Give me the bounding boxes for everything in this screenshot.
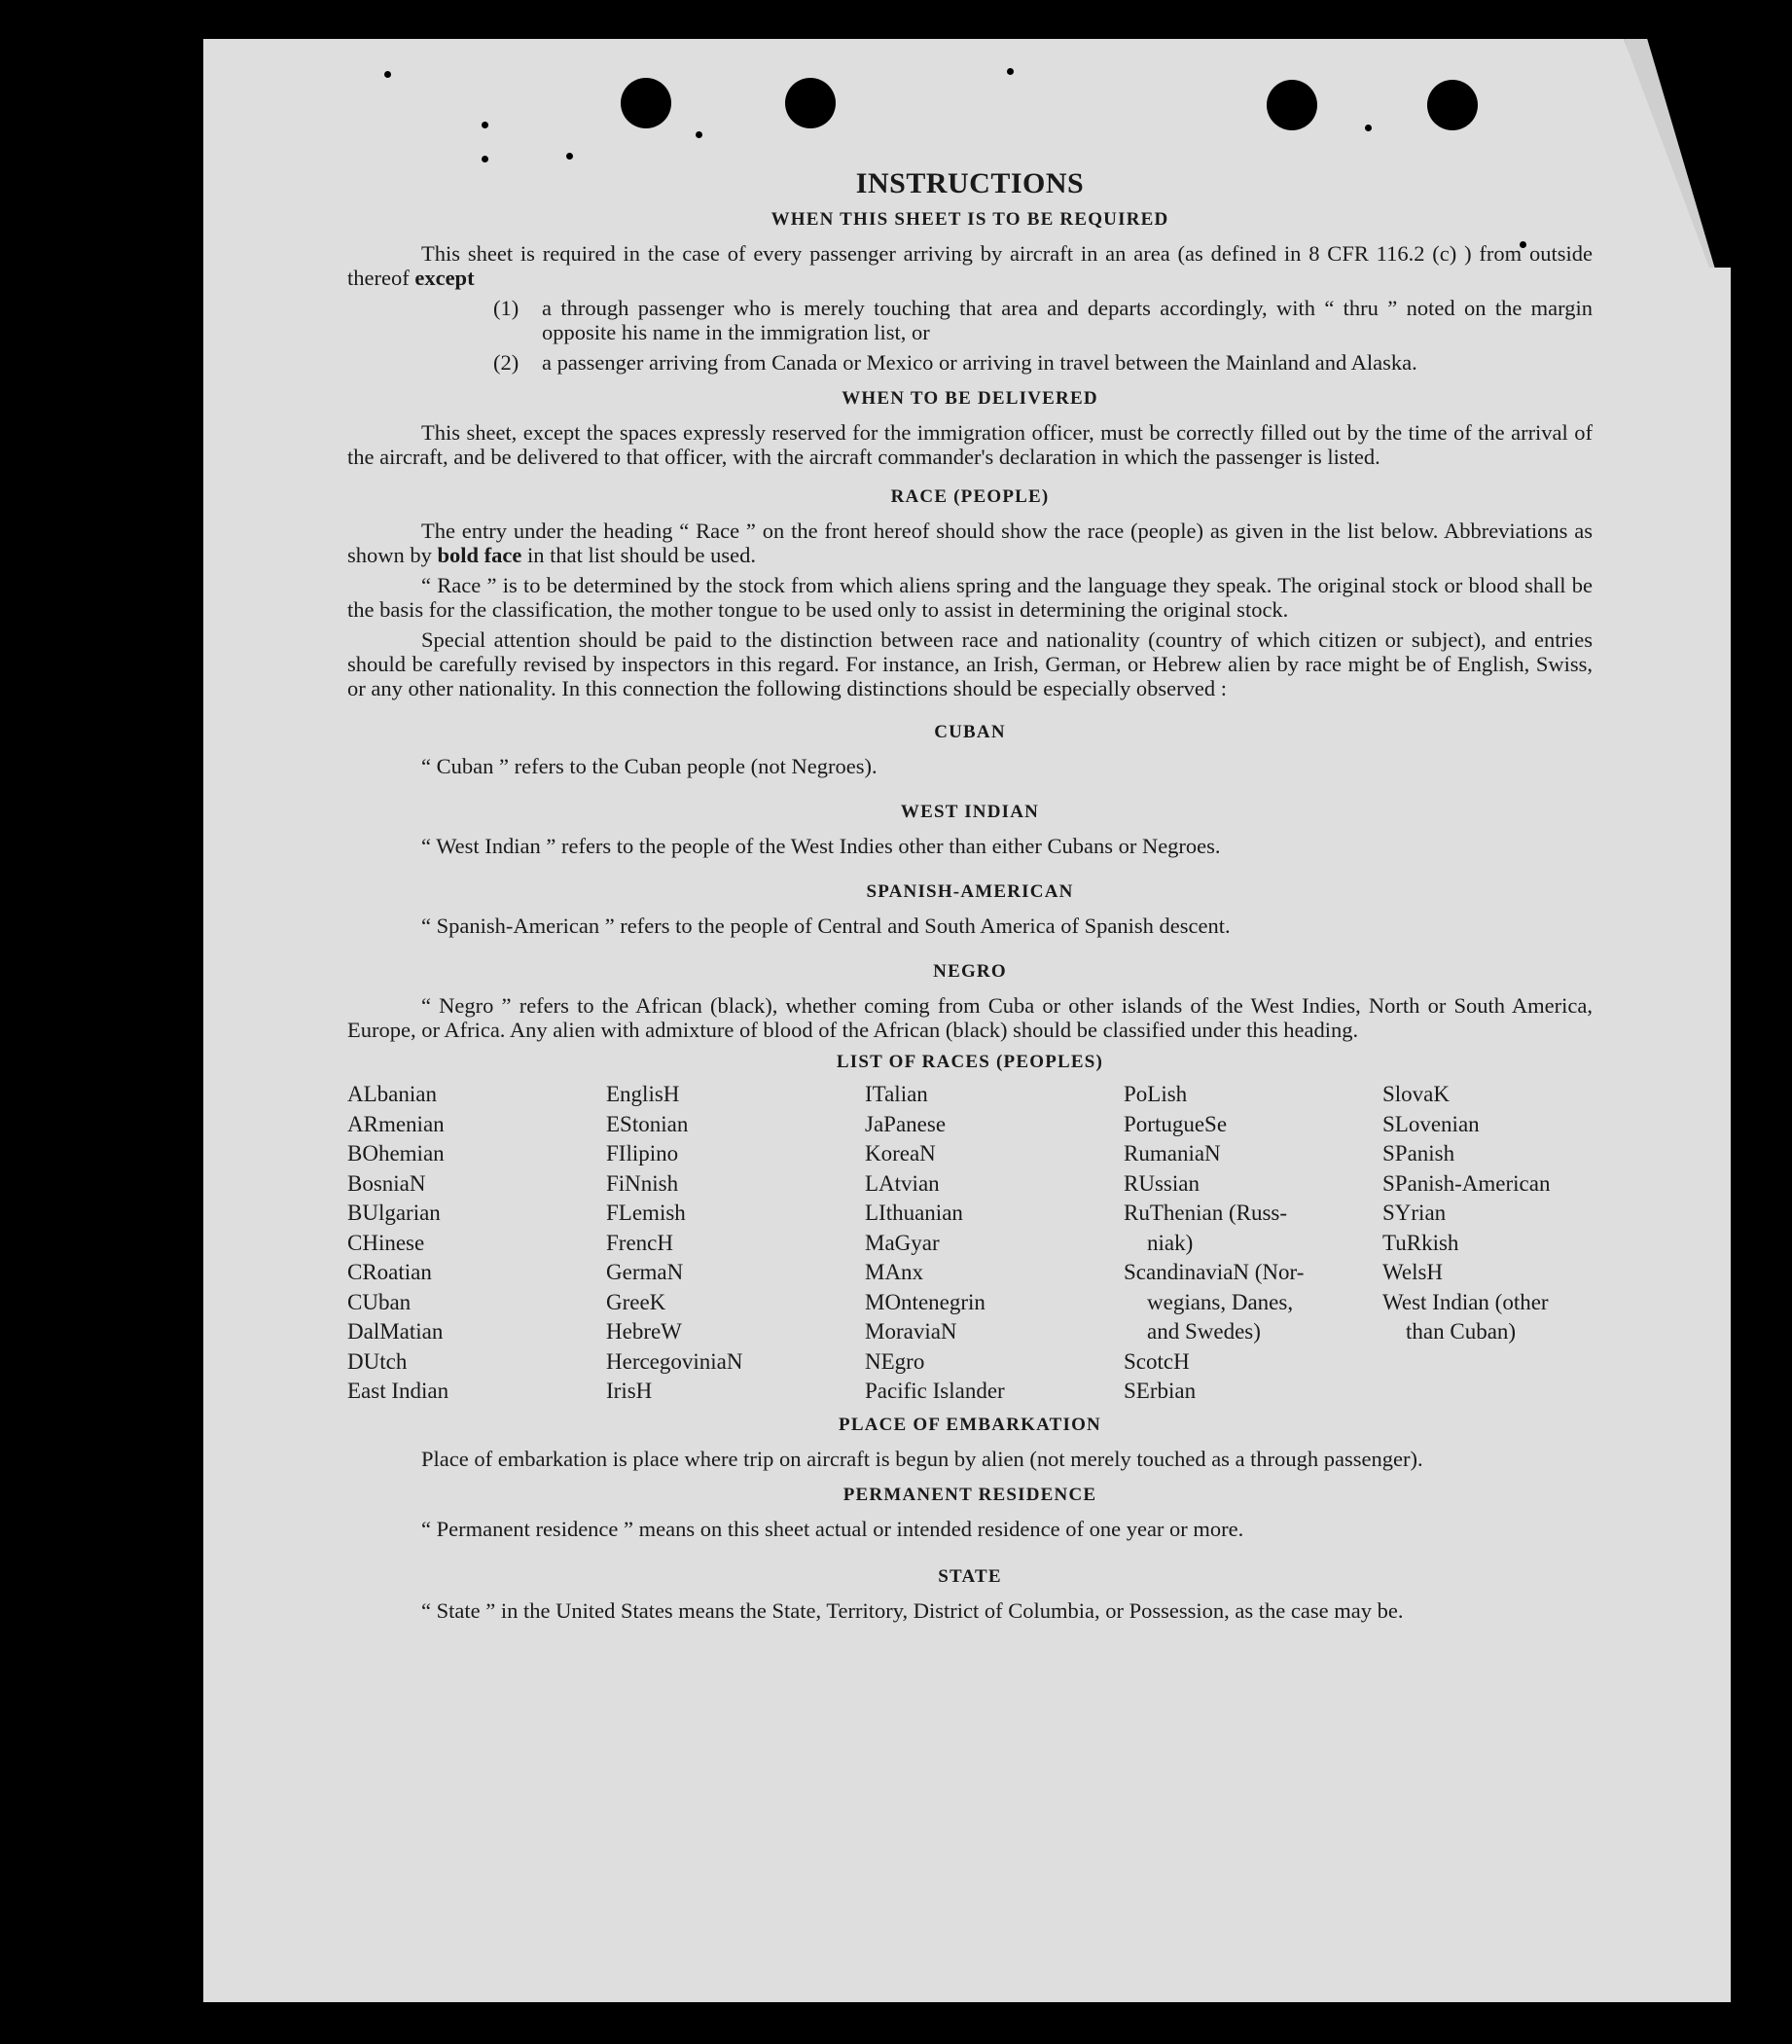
race-entry: FLemish <box>606 1201 686 1225</box>
race-entry: SLovenian <box>1382 1111 1480 1136</box>
race-entry: MAnx <box>865 1260 924 1284</box>
punch-hole-icon <box>1267 80 1317 130</box>
speck-icon <box>482 156 488 162</box>
race-entry-continued: and Swedes) <box>1147 1319 1261 1344</box>
section-heading-negro: NEGRO <box>933 961 1007 982</box>
race-entry: RumaniaN <box>1124 1141 1221 1165</box>
exception-item-2 <box>347 350 1593 375</box>
section-heading-spanish-american: SPANISH-AMERICAN <box>866 881 1074 902</box>
race-entry: FIlipino <box>606 1141 679 1165</box>
race-entry: SPanish <box>1382 1141 1455 1165</box>
races-column-5 <box>1382 1080 1593 1407</box>
race-entry: SPanish-American <box>1382 1170 1551 1196</box>
residence-text: “ Permanent residence ” means on this sheet actual or intended residence of one year or more. <box>421 1516 1244 1541</box>
race-entry: East Indian <box>347 1379 449 1403</box>
race-entry: ARmenian <box>347 1111 445 1136</box>
race-entry: BosniaN <box>347 1170 426 1196</box>
race-entry: LAtvian <box>865 1170 940 1196</box>
race-entry: CRoatian <box>347 1260 432 1284</box>
spanish-american-text: “ Spanish-American ” refers to the people of Central and South America of Spanish descent. <box>421 914 1231 938</box>
exception-item-1 <box>347 296 1593 344</box>
race-entry: BOhemian <box>347 1141 445 1165</box>
race-entry: DUtch <box>347 1348 408 1374</box>
west-indian-text: “ West Indian ” refers to the people of the West Indies other than either Cubans or Negroes. <box>421 834 1221 858</box>
section-heading-list-of-races: LIST OF RACES (PEOPLES) <box>836 1052 1104 1072</box>
race-entry: SlovaK <box>1382 1082 1450 1106</box>
punch-hole-icon <box>785 78 836 128</box>
race-entry: HercegoviniaN <box>606 1348 743 1374</box>
race-entry: GermaN <box>606 1260 684 1284</box>
race-entry: DalMatian <box>347 1319 444 1344</box>
race-entry: EStonian <box>606 1111 689 1136</box>
race-entry: FrencH <box>606 1230 673 1255</box>
speck-icon <box>1007 68 1014 75</box>
races-list <box>347 1080 1593 1407</box>
race-entry: ALbanian <box>347 1082 437 1106</box>
race-entry-continued: wegians, Danes, <box>1147 1289 1294 1314</box>
section-heading-west-indian: WEST INDIAN <box>900 802 1040 822</box>
race-entry: TuRkish <box>1382 1230 1459 1255</box>
instructions-content <box>347 167 1593 1623</box>
race-entry: FiNnish <box>606 1170 679 1196</box>
speck-icon <box>384 71 391 78</box>
race-entry: NEgro <box>865 1348 925 1374</box>
race-entry: KoreaN <box>865 1141 936 1165</box>
race-entry: HebreW <box>606 1319 682 1344</box>
exception-number: (1) <box>493 296 520 320</box>
race-entry: WelsH <box>1382 1260 1444 1284</box>
race-entry: RUssian <box>1124 1170 1200 1196</box>
exception-text: a passenger arriving from Canada or Mexico or arriving in travel between the Mainland and Alaska. <box>542 350 1417 375</box>
exception-text: a through passenger who is merely touching that area and departs accordingly, with “ thru ” noted on the margin opposite his name in the immigration list, or <box>542 296 1593 344</box>
races-column-4 <box>1124 1080 1382 1407</box>
races-column-2 <box>606 1080 865 1407</box>
race-paragraph-3: Special attention should be paid to the distinction between race and nationality (country of which citizen or subject), and entries should be carefully revised by inspectors in this regard. For instance, an Irish, German, or Hebrew alien by race might be of English, Swiss, or any other nationality. In this connection the following distinctions should be especially observed : <box>347 628 1593 700</box>
negro-text: “ Negro ” refers to the African (black), whether coming from Cuba or other islands of the West Indies, North or South America, Europe, or Africa. Any alien with admixture of blood of the African (black) should be classified under this heading. <box>347 993 1593 1042</box>
race-entry: MaGyar <box>865 1230 940 1255</box>
race-entry: Pacific Islander <box>865 1379 1005 1403</box>
race-entry-continued: niak) <box>1147 1230 1194 1255</box>
section-heading-cuban: CUBAN <box>934 722 1006 742</box>
race-entry: ScandinaviaN (Nor- <box>1124 1260 1305 1284</box>
race-entry-continued: than Cuban) <box>1406 1319 1517 1344</box>
race-entry: SErbian <box>1124 1379 1197 1403</box>
punch-hole-icon <box>1427 80 1478 130</box>
races-column-3 <box>865 1080 1124 1407</box>
cuban-text: “ Cuban ” refers to the Cuban people (not Negroes). <box>421 754 878 778</box>
race-entry: IrisH <box>606 1379 653 1403</box>
speck-icon <box>566 153 573 160</box>
race-entry: CHinese <box>347 1230 425 1255</box>
race-paragraph-2: “ Race ” is to be determined by the stock from which aliens spring and the language they speak. The original stock or blood shall be the basis for the classification, the mother tongue to be used only to assist in determining the original stock. <box>347 573 1593 622</box>
race-entry: ITalian <box>865 1082 928 1106</box>
section-heading-residence: PERMANENT RESIDENCE <box>842 1484 1097 1505</box>
speck-icon <box>482 122 488 128</box>
page-title: INSTRUCTIONS <box>855 167 1085 199</box>
race-entry: West Indian (other <box>1382 1289 1549 1314</box>
exception-number: (2) <box>493 350 520 375</box>
bold-face-text: bold face <box>437 543 522 567</box>
race-entry: JaPanese <box>865 1111 947 1136</box>
race-entry: BUlgarian <box>347 1201 441 1225</box>
section-heading-race: RACE (PEOPLE) <box>890 486 1050 507</box>
race-entry: PoLish <box>1124 1082 1188 1106</box>
embarkation-text: Place of embarkation is place where trip on aircraft is begun by alien (not merely touched as a through passenger). <box>421 1446 1423 1471</box>
speck-icon <box>1365 125 1372 131</box>
section-heading-embarkation: PLACE OF EMBARKATION <box>839 1414 1101 1435</box>
race-entry: GreeK <box>606 1289 666 1314</box>
race-entry: ScotcH <box>1124 1348 1190 1374</box>
race-entry: MOntenegrin <box>865 1289 986 1314</box>
race-entry: PortugueSe <box>1124 1111 1228 1136</box>
section-heading-when-required: WHEN THIS SHEET IS TO BE REQUIRED <box>771 209 1169 230</box>
when-delivered-text: This sheet, except the spaces expressly reserved for the immigration officer, must be correctly filled out by the time of the arrival of the aircraft, and be delivered to that officer, with the aircraft commander's declaration in which the passenger is listed. <box>347 420 1593 469</box>
state-text: “ State ” in the United States means the State, Territory, District of Columbia, or Possession, as the case may be. <box>421 1597 1404 1623</box>
section-heading-state: STATE <box>938 1565 1002 1587</box>
race-entry: LIthuanian <box>865 1201 963 1225</box>
punch-hole-icon <box>621 78 671 128</box>
race-entry: RuThenian (Russ- <box>1124 1201 1288 1225</box>
race-entry: EnglisH <box>606 1082 680 1106</box>
section-heading-when-delivered: WHEN TO BE DELIVERED <box>842 388 1098 409</box>
except-bold: except <box>414 266 475 290</box>
race-entry: MoraviaN <box>865 1319 957 1344</box>
race-entry: SYrian <box>1382 1201 1447 1225</box>
when-required-intro: This sheet is required in the case of every passenger arriving by aircraft in an area (as defined in 8 CFR 116.2 (c) ) from outside thereof except <box>347 241 1593 290</box>
races-column-1 <box>347 1080 606 1407</box>
race-paragraph-1: The entry under the heading “ Race ” on the front hereof should show the race (people) as given in the list below. Abbreviations as shown by bold face in that list should be used. <box>347 519 1593 567</box>
speck-icon <box>696 131 702 138</box>
race-entry: CUban <box>347 1289 412 1314</box>
